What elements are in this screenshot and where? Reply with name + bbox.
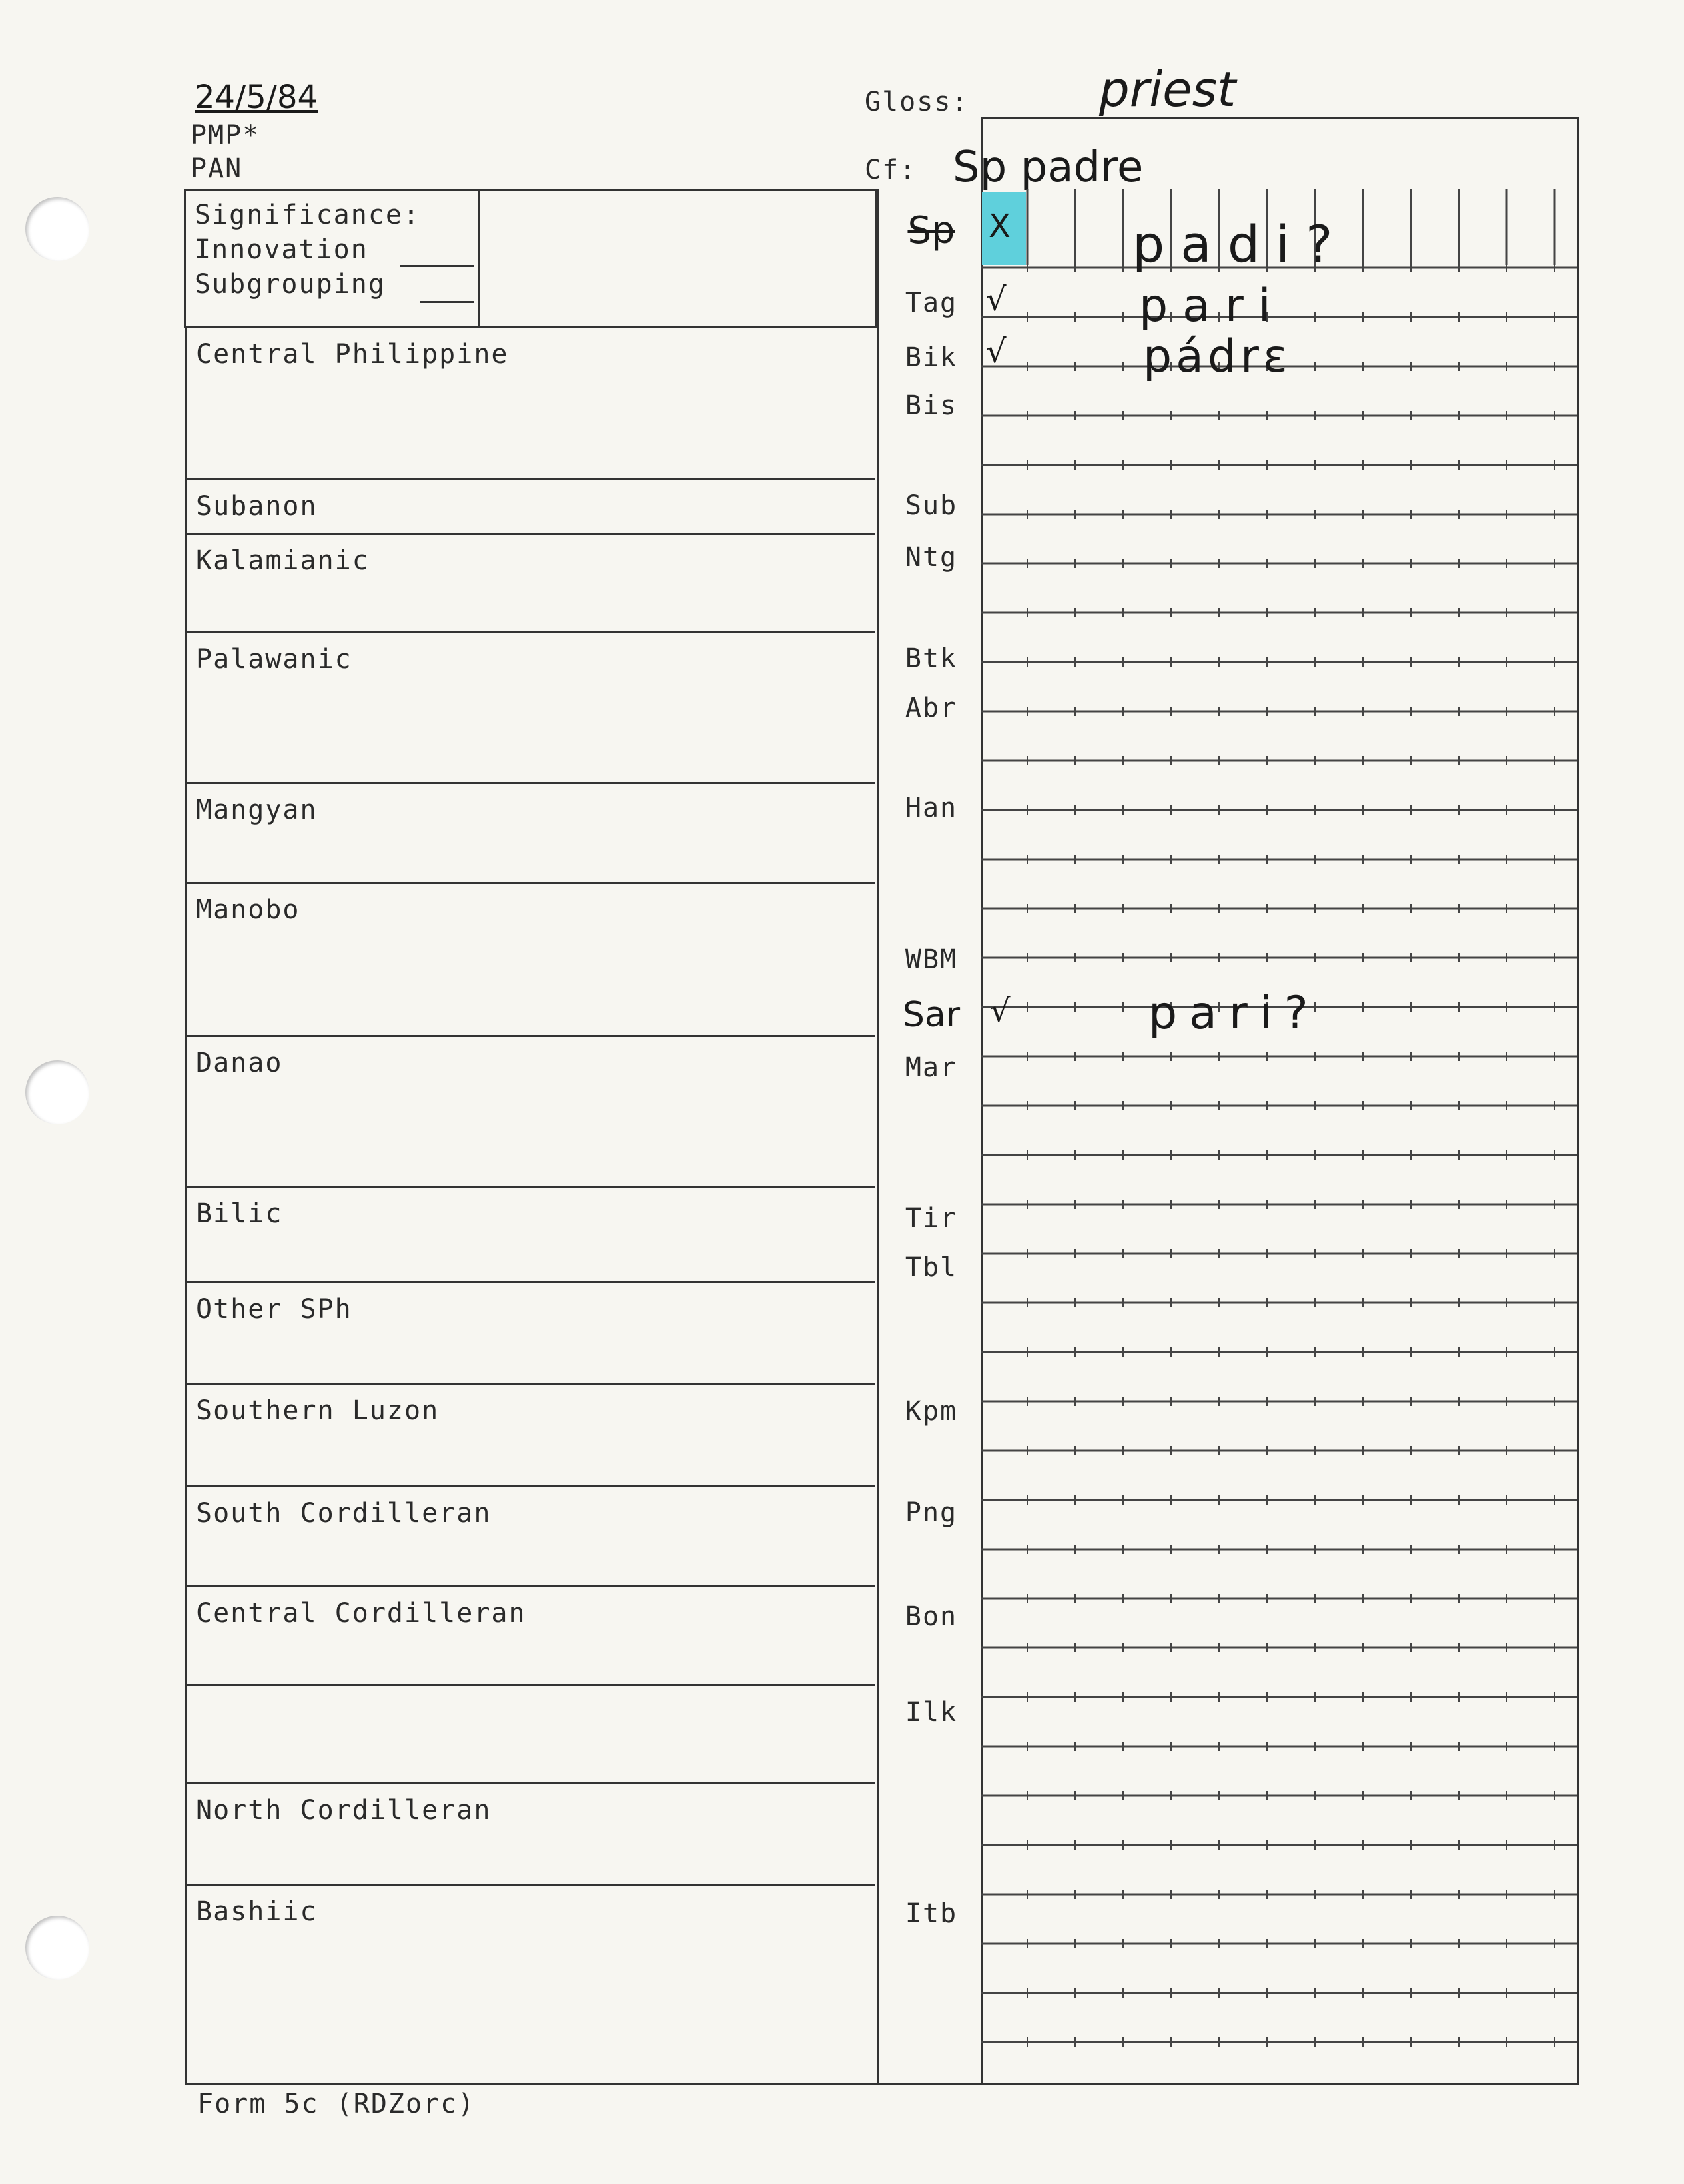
binder-hole-top [25, 197, 89, 261]
code-png: Png [905, 1497, 958, 1528]
region-other-sph [187, 1281, 875, 1383]
significance-title: Significance: [195, 200, 421, 230]
code-left-border [877, 189, 879, 2085]
grid-top-border [981, 117, 1577, 119]
region-kalamianic [187, 533, 875, 631]
form-footer: Form 5c (RDZorc) [197, 2089, 476, 2119]
code-itb: Itb [905, 1898, 958, 1929]
significance-divider [478, 189, 480, 328]
code-kpm: Kpm [905, 1396, 958, 1427]
region-mangyan [187, 782, 875, 882]
region-label: Palawanic [196, 644, 352, 675]
region-central-cordilleran [187, 1585, 875, 1684]
cf-label: Cf: [865, 155, 917, 185]
region-north-cordilleran [187, 1782, 875, 1884]
date: 24/5/84 [195, 79, 318, 116]
region-label: Other SPh [196, 1294, 352, 1325]
region-bashiic [187, 1884, 875, 2083]
code-wbm: WBM [905, 944, 958, 975]
region-label: Bashiic [196, 1896, 318, 1927]
region-label: Mangyan [196, 795, 318, 825]
code-bik: Bik [905, 342, 958, 373]
code-sar: Sar [902, 995, 961, 1035]
cf-value: Sp padre [953, 143, 1144, 192]
region-central-philippine [187, 326, 875, 478]
form-grid [981, 189, 1580, 2087]
tag-form: pari [1139, 280, 1286, 332]
code-tir: Tir [905, 1203, 958, 1234]
sp-form: padi? [1132, 214, 1349, 274]
region-label: Manobo [196, 895, 300, 925]
code-sub: Sub [905, 490, 958, 521]
tag2-form: pádrɛ [1143, 330, 1292, 383]
code-btk: Btk [905, 643, 958, 674]
region-label: Kalamianic [196, 546, 370, 576]
binder-hole-bottom [25, 1916, 89, 1980]
binder-hole-middle [25, 1060, 89, 1124]
region-blank [187, 1684, 875, 1782]
pan-label: PAN [191, 153, 243, 184]
region-bilic [187, 1186, 875, 1281]
region-label: Central Cordilleran [196, 1598, 526, 1629]
region-southern-luzon [187, 1383, 875, 1485]
tag-mark: √ [986, 281, 1007, 318]
region-south-cordilleran [187, 1485, 875, 1585]
gloss-value: priest [1099, 61, 1236, 117]
code-bis: Bis [905, 390, 958, 421]
pmp-label: PMP* [191, 120, 260, 151]
region-label: Southern Luzon [196, 1395, 440, 1426]
sar-form: pari? [1148, 987, 1320, 1040]
code-ilk: Ilk [905, 1697, 958, 1728]
region-label: Central Philippine [196, 339, 509, 370]
region-label: South Cordilleran [196, 1498, 492, 1529]
gloss-label: Gloss: [865, 87, 969, 117]
region-label: Bilic [196, 1198, 283, 1229]
code-han: Han [905, 793, 958, 823]
region-danao [187, 1035, 875, 1186]
innovation-label: Innovation [195, 234, 368, 265]
region-palawanic [187, 631, 875, 782]
subgrouping-blank [420, 301, 474, 303]
code-abr: Abr [905, 693, 958, 723]
code-bon: Bon [905, 1601, 958, 1632]
sp-mark: X [989, 208, 1011, 245]
code-mar: Mar [905, 1052, 958, 1083]
region-label: Subanon [196, 491, 318, 522]
code-sp: Sp [907, 209, 955, 252]
code-tbl: Tbl [905, 1252, 958, 1283]
tag2-mark: √ [986, 333, 1007, 370]
code-ntg: Ntg [905, 542, 958, 573]
region-manobo [187, 882, 875, 1035]
code-tag: Tag [905, 288, 958, 318]
region-subanon [187, 478, 875, 533]
subgrouping-label: Subgrouping [195, 269, 386, 300]
sar-mark: √ [990, 992, 1011, 1030]
region-label: Danao [196, 1048, 283, 1078]
region-label: North Cordilleran [196, 1795, 492, 1826]
innovation-blank [400, 265, 474, 267]
